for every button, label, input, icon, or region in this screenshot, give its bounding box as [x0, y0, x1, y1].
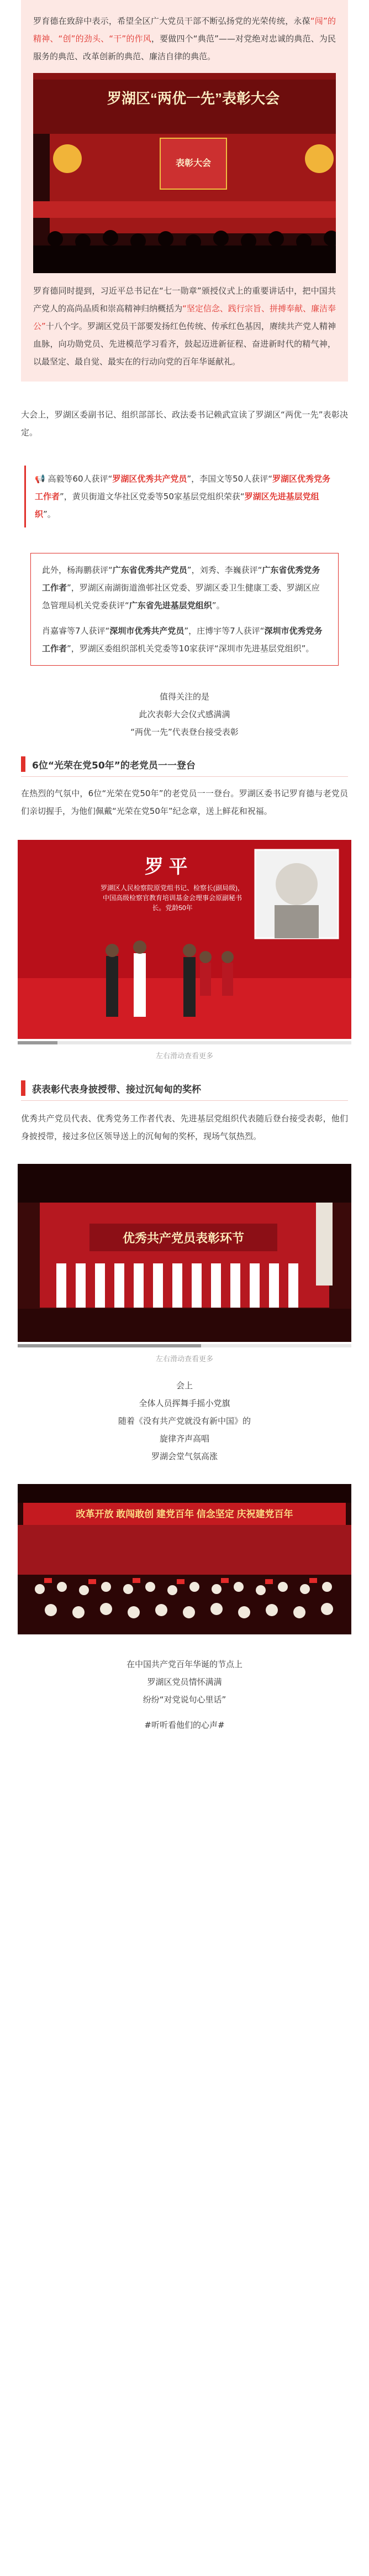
- notice-text: 高毅等60人获评“: [48, 474, 113, 484]
- notice-highlight: 罗湖区先进基层党组织: [35, 492, 319, 519]
- section-title-text: 6位“光荣在党50年”的老党员一一登台: [32, 760, 196, 771]
- award-notice: [24, 466, 345, 527]
- closing-hashtag: #听听看他们的心声#: [144, 1720, 225, 1730]
- intro-paragraph-1: [33, 12, 336, 65]
- swipe-hint: 左右滑动查看更多: [155, 1052, 213, 1060]
- intro-box: [21, 0, 348, 382]
- framed-highlight: 广东省先进基层党组织: [129, 600, 212, 610]
- framed-text: ”。: [212, 600, 225, 610]
- framed-highlight: 深圳市优秀共产党员: [109, 626, 184, 636]
- center-line: 在中国共产党百年华诞的节点上: [126, 1659, 243, 1669]
- megaphone-icon: 📢: [35, 474, 45, 484]
- center-line: 会上: [176, 1381, 193, 1391]
- veteran-photo-carousel[interactable]: [18, 840, 351, 1039]
- framed-highlight: 广东省优秀共产党员: [112, 565, 187, 575]
- section-bar-icon: [21, 1080, 25, 1096]
- framed-text: 此外，杨海鹏获评“: [42, 565, 113, 575]
- framed-text: ”，罗湖区委组织部机关党委等10家获评“深圳市先进基层党组织”。: [67, 644, 314, 654]
- intro-highlight: “闯”的精神、“创”的劲头、“干”的作风: [33, 16, 336, 44]
- intro-text: ，要做四个“典范”——对党绝对忠诚的典范、为民服务的典范、改革创新的典范、廉洁自律的典范。: [33, 34, 336, 61]
- provincial-awards-paragraph: [42, 561, 327, 614]
- intro-text: 罗育德在致辞中表示，希望全区广大党员干部不断弘扬党的光荣传统，永葆: [33, 16, 310, 26]
- section-title-awards: [21, 1080, 348, 1101]
- veteran-desc: 罗湖区人民检察院原党组书记、检察长(副局级)，中国高级检察官教育培训基金会理事会原副秘书长。党龄50年: [101, 884, 244, 912]
- intro-text: 十八个字。罗湖区党员干部要发扬红色传统、传承红色基因，赓续共产党人精神血脉，向功勋党员、先进模范学习看齐，鼓起迈进新征程、奋进新时代的精气神，以最坚定、最自觉、最实在的行动向党的百年华诞献礼。: [33, 321, 336, 367]
- center-line: 罗湖会堂气氛高涨: [151, 1451, 218, 1461]
- singing-banner: 改革开放 敢闯敢创 建党百年 信念坚定 庆祝建党百年: [76, 1509, 293, 1519]
- city-awards-paragraph: [42, 622, 327, 657]
- notice-highlight: 罗湖区优秀共产党员: [112, 474, 187, 484]
- swipe-hint: 左右滑动查看更多: [155, 1355, 213, 1363]
- closing-note: [0, 1655, 369, 1708]
- awardees-photo-image: [18, 1164, 351, 1342]
- carousel-scroll-thumb[interactable]: [18, 1344, 201, 1347]
- veteran-photo-image: [18, 840, 351, 1039]
- notice-text: ”，黄贝街道文华社区党委等50家基层党组织荣获“: [60, 492, 245, 501]
- notice-text: ”，李国文等50人获评“: [187, 474, 272, 484]
- singing-note: [0, 1377, 369, 1465]
- framed-text: 肖嘉睿等7人获评“: [42, 626, 110, 636]
- center-line: 值得关注的是: [159, 692, 209, 702]
- award-notice-text: [35, 470, 336, 523]
- veterans-paragraph: 在热烈的气氛中，6位“光荣在党50年”的老党员一一登台。罗湖区委书记罗育德与老党员们亲切握手，为他们佩戴“光荣在党50年”纪念章，送上鲜花和祝福。: [21, 788, 348, 816]
- singing-photo: [18, 1484, 351, 1634]
- carousel-scroll-thumb[interactable]: [18, 1041, 57, 1044]
- singing-photo-image: [18, 1484, 351, 1634]
- intro-text: 罗育德同时提到，习近平总书记在“七一勋章”颁授仪式上的重要讲话中，把中国共产党人的高尚品质和崇高精神归纳概括为: [33, 286, 336, 313]
- center-line: 全体人员挥舞手摇小党旗: [139, 1398, 230, 1408]
- center-line: “两优一先”代表登台接受表彰: [130, 727, 239, 737]
- framed-highlight: 广东省优秀党务工作者: [42, 565, 320, 593]
- carousel-scrollbar[interactable]: [18, 1041, 351, 1044]
- conference-photo: [33, 73, 336, 273]
- announce-paragraph: 大会上，罗湖区委副书记、组织部部长、政法委书记赖武宣读了罗湖区“两优一先”表彰决定。: [21, 410, 348, 437]
- section-title-text: 获表彰代表身披授带、接过沉甸甸的奖杯: [32, 1084, 201, 1095]
- center-line: 随着《没有共产党就没有新中国》的: [118, 1416, 251, 1426]
- center-line: 此次表彰大会仪式感满满: [139, 709, 230, 719]
- carousel-scrollbar[interactable]: [18, 1344, 351, 1347]
- center-line: 纷纷“对党说句心里话”: [143, 1695, 226, 1705]
- veteran-name: 罗 平: [145, 856, 188, 877]
- awardees-banner: 优秀共产党员表彰环节: [122, 1231, 245, 1245]
- framed-highlight: 深圳市优秀党务工作者: [42, 626, 323, 654]
- conference-banner: 罗湖区“两优一先”表彰大会: [107, 90, 280, 107]
- section-bar-icon: [21, 756, 25, 772]
- section-title-veterans: [21, 756, 348, 777]
- notice-text: ”。: [43, 509, 56, 519]
- stage-screen-text: 表彰大会: [175, 159, 212, 168]
- ceremony-note: [0, 688, 369, 741]
- center-line: 罗湖区党员情怀满满: [147, 1677, 222, 1687]
- notice-highlight: 罗湖区优秀党务工作者: [35, 474, 330, 501]
- framed-text: ”，罗湖区南湖街道渔邨社区党委、罗湖区委卫生健康工委、罗湖区应急管理局机关党委获评“: [42, 583, 320, 610]
- intro-paragraph-2: [33, 282, 336, 370]
- awards-paragraph: 优秀共产党员代表、优秀党务工作者代表、先进基层党组织代表随后登台接受表彰，他们身披授带，接过多位区领导送上的沉甸甸的奖杯，现场气氛热烈。: [21, 1114, 348, 1141]
- center-line: 旋律齐声高唱: [159, 1434, 209, 1444]
- conference-photo-image: [33, 73, 336, 273]
- intro-highlight: “坚定信念、践行宗旨、拼搏奉献、廉洁奉公”: [33, 304, 336, 331]
- framed-text: ”，庄博宇等7人获评“: [184, 626, 265, 636]
- framed-text: ”，刘秀、李巍获评“: [187, 565, 262, 575]
- awardees-photo-carousel[interactable]: [18, 1164, 351, 1342]
- provincial-awards-box: [30, 553, 339, 666]
